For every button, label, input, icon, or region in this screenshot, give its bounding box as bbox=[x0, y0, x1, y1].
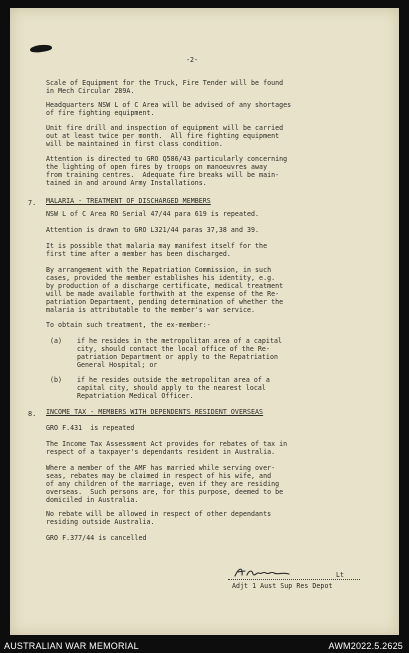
section-7-possible: It is possible that malaria may manifest itself for the first time after a member has been discharged. bbox=[46, 242, 268, 258]
section-7-heading: MALARIA - TREATMENT OF DISCHARGED MEMBERS bbox=[46, 197, 211, 205]
paragraph-open-fires: Attention is directed to GRO Q586/43 particularly concerning the lighting of open fires by troops on manoeuvres away from training centres. Adequate fire breaks will be main- tained in and around Army Installations. bbox=[46, 155, 288, 187]
section-7-repeated: NSW L of C Area RO Serial 47/44 para 619 is repeated. bbox=[46, 210, 260, 218]
item-a-text: if he resides in the metropolitan area of a capital city, should contact the local office of the Re- patriation Department or apply to the Repatriation General Hospital; or bbox=[77, 337, 283, 369]
signature-title: Adjt 1 Aust Sup Res Depot bbox=[232, 582, 333, 590]
section-8-repeated: GRO F.431 is repeated bbox=[46, 424, 135, 432]
item-b-label: (b) bbox=[50, 376, 63, 384]
item-b-text: if he resides outside the metropolitan area of a capital city, should apply to the nearest local Repatriation Medical Officer. bbox=[77, 376, 270, 400]
page-number: -2- bbox=[186, 56, 199, 64]
section-8-no-rebate: No rebate will be allowed in respect of other dependants residing outside Australia. bbox=[46, 510, 272, 526]
section-8-married: Where a member of the AMF has married while serving over- seas, rebates may be claimed in respect of his wife, and of any children of the marriage, even if they are residing overseas. Such persons are, for this purpose, deemed to be domiciled in Australia. bbox=[46, 464, 284, 504]
section-7-obtain: To obtain such treatment, the ex-member:- bbox=[46, 321, 211, 329]
paragraph-shortages: Headquarters NSW L of C Area will be advised of any shortages of fire fighting equipment. bbox=[46, 101, 292, 117]
signature-rank: Lt bbox=[336, 571, 345, 579]
section-8-income-tax: The Income Tax Assessment Act provides for rebates of tax in respect of a taxpayer's dependants resident in Australia. bbox=[46, 440, 288, 456]
footer-institution: AUSTRALIAN WAR MEMORIAL bbox=[4, 641, 139, 651]
section-8-cancelled: GRO F.377/44 is cancelled bbox=[46, 534, 147, 542]
paragraph-fire-drill: Unit fire drill and inspection of equipment will be carried out at least twice per month. All fire fighting equipment will be maintained in first class condition. bbox=[46, 124, 284, 148]
section-7-number: 7. bbox=[28, 199, 37, 207]
section-7-attention: Attention is drawn to GRO L321/44 paras 37,38 and 39. bbox=[46, 226, 260, 234]
handwritten-signature bbox=[233, 565, 293, 579]
item-a-label: (a) bbox=[50, 337, 63, 345]
section-8-number: 8. bbox=[28, 410, 37, 418]
paragraph-equipment-scale: Scale of Equipment for the Truck, Fire Tender will be found in Mech Circular 289A. bbox=[46, 79, 284, 95]
footer-accession-number: AWM2022.5.2625 bbox=[328, 641, 403, 651]
section-7-arrangement: By arrangement with the Repatriation Commission, in such cases, provided the member establishes his identity, e.g. by production of a discharge certificate, medical treatment will be made available forthwith at the expense of the Re- patriation Department, pending determination of whether the malaria is attributable to the member's war service. bbox=[46, 266, 284, 314]
section-8-heading: INCOME TAX - MEMBERS WITH DEPENDENTS RESIDENT OVERSEAS bbox=[46, 408, 264, 416]
